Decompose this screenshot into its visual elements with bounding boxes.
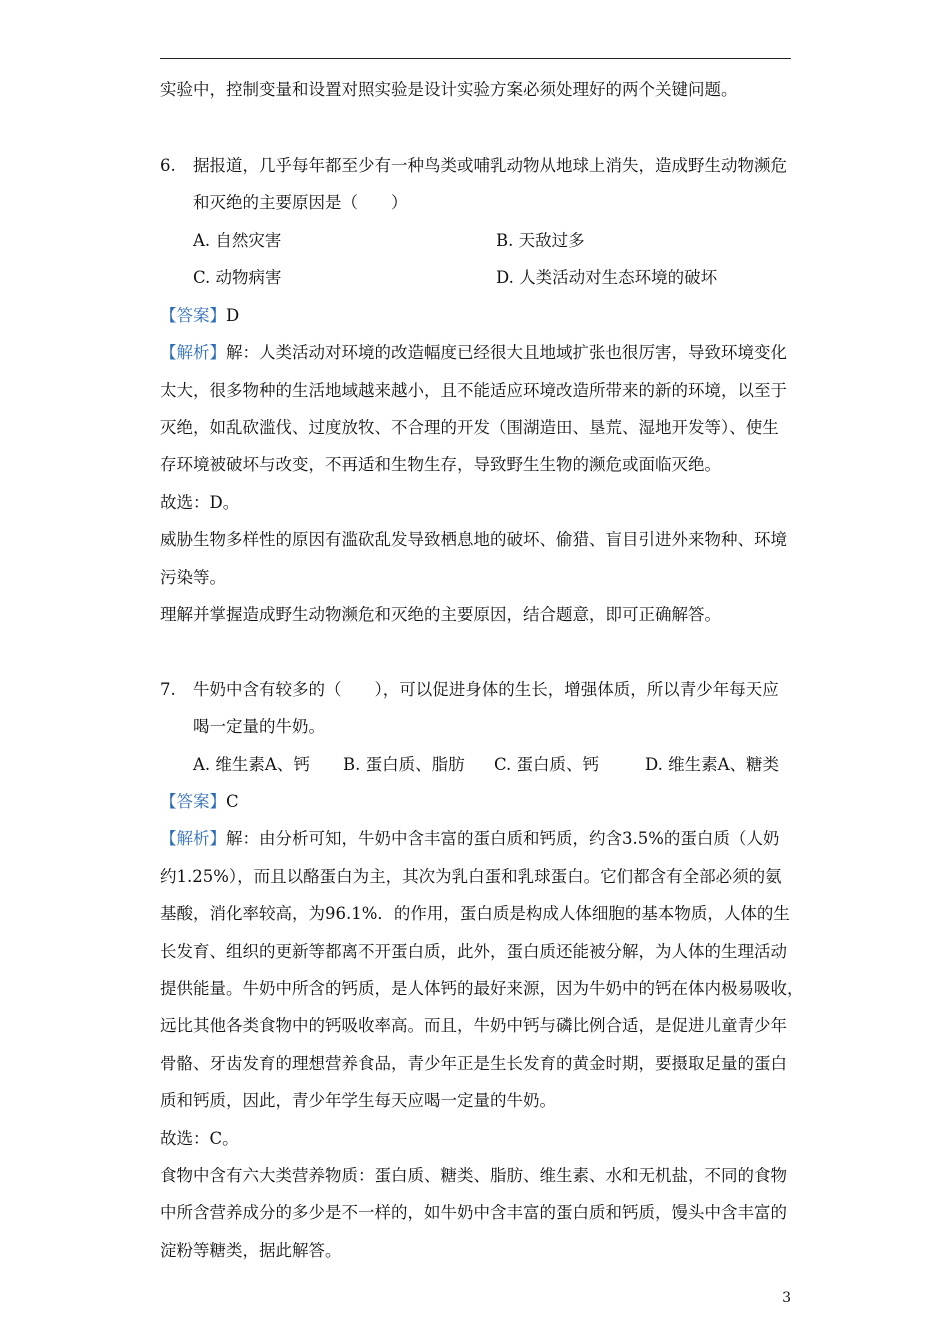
option-label: D. (645, 755, 663, 774)
q7-answer (160, 792, 239, 812)
option-text: 动物病害 (215, 268, 282, 287)
q7-analysis-line2: 约1.25%），而且以酪蛋白为主，其次为乳白蛋和乳球蛋白。它们都含有全部必须的氨 (160, 867, 782, 886)
option-text: 天敌过多 (518, 231, 585, 250)
q7-number: 7. (160, 680, 176, 699)
analysis-text: 解：人类活动对环境的改造幅度已经很大且地域扩张也很厉害，导致环境变化 (226, 343, 787, 362)
q6-option-d (496, 268, 717, 288)
q6-analysis-line7: 污染等。 (160, 568, 226, 587)
option-text: 维生素A、钙 (215, 755, 310, 774)
q6-number: 6. (160, 156, 176, 175)
q7-analysis-line12: 淀粉等糖类，据此解答。 (160, 1241, 342, 1260)
option-label: C. (193, 268, 211, 287)
q7-analysis-line4: 长发育、组织的更新等都离不开蛋白质，此外，蛋白质还能被分解，为人体的生理活动 (160, 942, 787, 961)
analysis-tag: 【解析】 (160, 829, 226, 848)
q7-analysis-line3: 基酸，消化率较高，为96.1%．的作用，蛋白质是构成人体细胞的基本物质，人体的生 (160, 904, 790, 923)
q7-analysis-line10: 食物中含有六大类营养物质：蛋白质、糖类、脂肪、维生素、水和无机盐，不同的食物 (160, 1166, 787, 1185)
q7-option-a (193, 755, 310, 775)
answer-value: D (226, 306, 240, 325)
analysis-text: 解：由分析可知，牛奶中含丰富的蛋白质和钙质，约含3.5%的蛋白质（人奶 (226, 829, 780, 848)
q7-analysis-line11: 中所含营养成分的多少是不一样的，如牛奶中含丰富的蛋白质和钙质，馒头中含丰富的 (160, 1203, 787, 1222)
option-text: 人类活动对生态环境的破坏 (519, 268, 718, 287)
option-label: B. (343, 755, 361, 774)
q6-analysis-line4: 存环境被破坏与改变，不再适和生物生存，导致野生生物的濒危或面临灭绝。 (160, 455, 721, 474)
q6-option-c (193, 268, 282, 288)
answer-value: C (226, 792, 239, 811)
q6-option-b (496, 231, 585, 251)
q7-analysis-line8: 质和钙质，因此，青少年学生每天应喝一定量的牛奶。 (160, 1091, 556, 1110)
option-label: A. (193, 755, 211, 774)
option-label: D. (496, 268, 514, 287)
q6-analysis-line3: 灭绝，如乱砍滥伐、过度放牧、不合理的开发（围湖造田、垦荒、湿地开发等）、使生 (160, 418, 779, 437)
q7-option-d (645, 755, 779, 775)
q6-answer (160, 306, 239, 326)
q7-analysis-line7: 骨骼、牙齿发育的理想营养食品，青少年正是生长发育的黄金时期，要摄取足量的蛋白 (160, 1054, 787, 1073)
q7-analysis-line6: 远比其他各类食物中的钙吸收率高。而且，牛奶中钙与磷比例合适，是促进儿童青少年 (160, 1016, 787, 1035)
q6-analysis-line8: 理解并掌握造成野生动物濒危和灭绝的主要原因，结合题意，即可正确解答。 (160, 605, 721, 624)
q6-option-a (193, 231, 281, 251)
option-label: B. (496, 231, 514, 250)
answer-tag: 【答案】 (160, 306, 226, 325)
answer-tag: 【答案】 (160, 792, 226, 811)
option-text: 维生素A、糖类 (668, 755, 780, 774)
q7-analysis-line1 (160, 829, 779, 849)
q7-choice: 故选：C。 (160, 1129, 239, 1148)
q7-option-c (494, 755, 599, 775)
q7-stem-line1: 牛奶中含有较多的（ ），可以促进身体的生长，增强体质，所以青少年每天应 (193, 680, 779, 699)
q7-stem-line2: 喝一定量的牛奶。 (193, 717, 325, 736)
q6-choice: 故选：D。 (160, 493, 240, 512)
option-text: 自然灾害 (215, 231, 282, 250)
intro-text: 实验中，控制变量和设置对照实验是设计实验方案必须处理好的两个关键问题。 (160, 80, 738, 99)
q6-analysis-line6: 威胁生物多样性的原因有滥砍乱发导致栖息地的破坏、偷猎、盲目引进外来物种、环境 (160, 530, 787, 549)
page-number: 3 (782, 1290, 791, 1306)
option-label: C. (494, 755, 512, 774)
q6-analysis-line1 (160, 343, 787, 363)
q6-stem-line2: 和灭绝的主要原因是（ ） (193, 193, 408, 212)
q7-option-b (343, 755, 465, 775)
q6-analysis-line2: 太大，很多物种的生活地域越来越小，且不能适应环境改造所带来的新的环境，以至于 (160, 381, 787, 400)
analysis-tag: 【解析】 (160, 343, 226, 362)
option-text: 蛋白质、钙 (516, 755, 600, 774)
header-rule (160, 58, 791, 59)
option-text: 蛋白质、脂肪 (365, 755, 465, 774)
option-label: A. (193, 231, 211, 250)
q7-analysis-line5: 提供能量。牛奶中所含的钙质，是人体钙的最好来源，因为牛奶中的钙在体内极易吸收， (160, 979, 804, 998)
q6-stem-line1: 据报道，几乎每年都至少有一种鸟类或哺乳动物从地球上消失，造成野生动物濒危 (193, 156, 787, 175)
